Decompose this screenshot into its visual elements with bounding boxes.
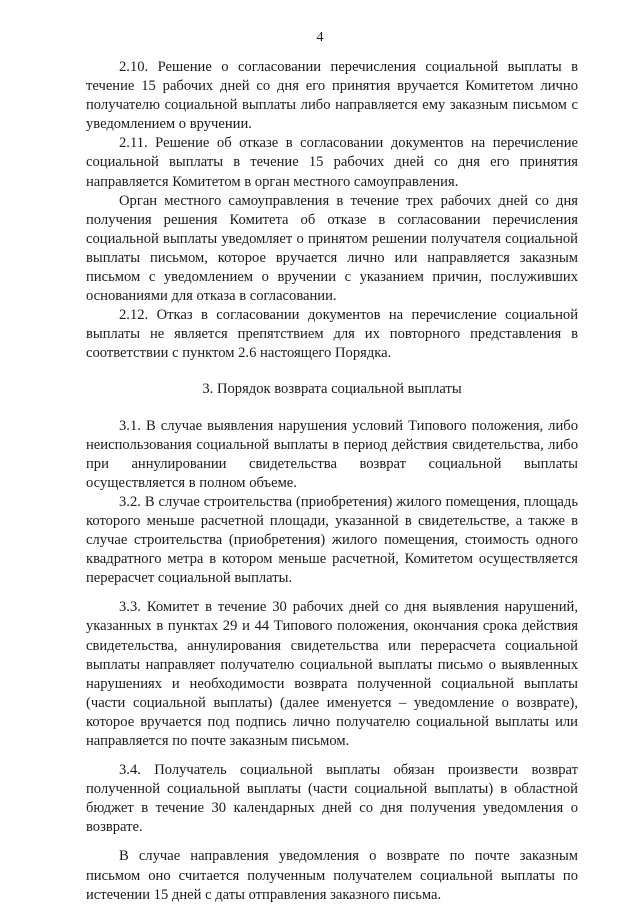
document-body <box>86 58 578 905</box>
paragraph-3-1: 3.1. В случае выявления нарушения условий Типового положения, либо неиспользования социальной выплаты в период действия свидетельства, либо при аннулировании свидетельства возврат социальной выплаты осуществляется в полном объеме. <box>86 417 578 491</box>
paragraph-2-12: 2.12. Отказ в согласовании документов на перечисление социальной выплаты не является препятствием для их повторного представления в соответствии с пунктом 2.6 настоящего Порядка. <box>86 307 578 362</box>
paragraph-3-3: 3.3. Комитет в течение 30 рабочих дней со дня выявления нарушений, указанных в пунктах 29 и 44 Типового положения, окончания срока действия свидетельства, аннулирования свидетельства или перерасчета социальной выплаты направляет получателю социальной выплаты письмо о выявленных нарушениях и необходимости возврата полученной социальной выплаты (части социальной выплаты) (далее именуется – уведомление о возврате), которое вручается под подпись лично получателю социальной выплаты или направляется по почте заказным письмом. <box>86 599 578 749</box>
paragraph-2-11: 2.11. Решение об отказе в согласовании документов на перечисление социальной выплаты в течение 15 рабочих дней со дня его принятия направляется Комитетом в орган местного самоуправления. <box>86 135 578 190</box>
paragraph-3-2: 3.2. В случае строительства (приобретения) жилого помещения, площадь которого меньше расчетной площади, указанной в свидетельстве, а также в случае строительства (приобретения) жилого помещения, стоимость одного квадратного метра в котором меньше расчетной, Комитетом осуществляется перерасчет социальной выплаты. <box>86 493 578 587</box>
section-3-heading: 3. Порядок возврата социальной выплаты <box>202 380 462 397</box>
paragraph-notice-by-mail: В случае направления уведомления о возврате по почте заказным письмом оно считается полученным получателем социальной выплаты по истечении 15 дней с даты отправления заказного письма. <box>86 848 578 903</box>
paragraph-2-10: 2.10. Решение о согласовании перечисления социальной выплаты в течение 15 рабочих дней со дня его принятия вручается Комитетом лично получателю социальной выплаты либо направляется ему заказным письмом с уведомлением о вручении. <box>86 59 578 133</box>
page-number: 4 <box>316 30 324 45</box>
paragraph-3-4: 3.4. Получатель социальной выплаты обязан произвести возврат полученной социальной выплаты (части социальной выплаты) в областной бюджет в течение 30 календарных дней со дня получения уведомления о возврате. <box>86 762 578 836</box>
paragraph-local-authority: Орган местного самоуправления в течение трех рабочих дней со дня получения решения Комитета об отказе в согласовании перечисления социальной выплаты уведомляет о принятом решении получателя социальной выплаты письмом, которое вручается лично или направляется заказным письмом с уведомлением о вручении с указанием причин, послуживших основаниями для отказа в согласовании. <box>86 192 578 305</box>
